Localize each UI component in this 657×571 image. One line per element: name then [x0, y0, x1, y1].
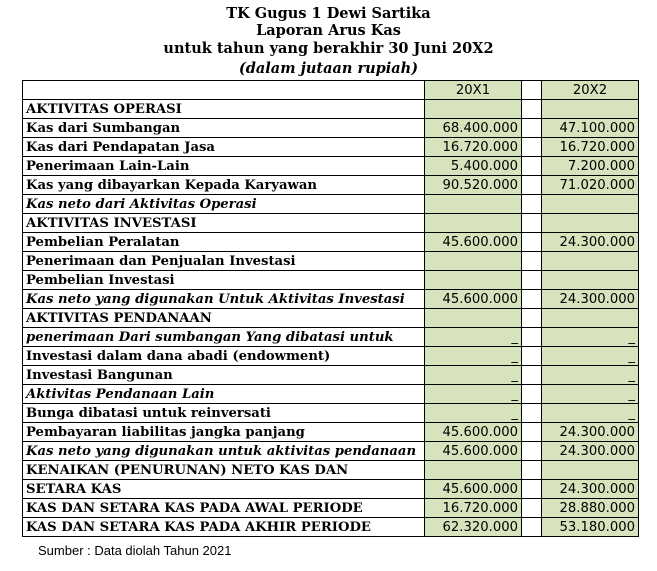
- row-label: Aktivitas Pendanaan Lain: [23, 385, 425, 404]
- value-20x1: _: [425, 328, 522, 347]
- table-row: [23, 252, 639, 271]
- value-20x2: [542, 461, 639, 480]
- row-label: Kas neto yang digunakan untuk aktivitas pendanaan: [23, 442, 425, 461]
- row-label: AKTIVITAS OPERASI: [23, 100, 425, 119]
- report-title: Laporan Arus Kas: [256, 22, 401, 39]
- row-label: Investasi Bangunan: [23, 366, 425, 385]
- value-20x2: _: [542, 404, 639, 423]
- table-header-row: [23, 81, 639, 100]
- value-20x2: 53.180.000: [542, 518, 639, 537]
- value-20x1: [425, 309, 522, 328]
- value-20x2: [542, 214, 639, 233]
- row-label: penerimaan Dari sumbangan Yang dibatasi untuk: [23, 328, 425, 347]
- value-20x1: [425, 252, 522, 271]
- value-20x1: 45.600.000: [425, 233, 522, 252]
- report-period: untuk tahun yang berakhir 30 Juni 20X2: [163, 40, 494, 57]
- value-20x1: [425, 271, 522, 290]
- row-label: Kas neto yang digunakan Untuk Aktivitas Investasi: [23, 290, 425, 309]
- row-label: Bunga dibatasi untuk reinversati: [23, 404, 425, 423]
- row-label: Penerimaan dan Penjualan Investasi: [23, 252, 425, 271]
- row-label: AKTIVITAS INVESTASI: [23, 214, 425, 233]
- value-20x1: _: [425, 366, 522, 385]
- table-row: [23, 195, 639, 214]
- header-label-cell: [23, 81, 425, 100]
- value-20x1: [425, 195, 522, 214]
- value-20x1: [425, 461, 522, 480]
- row-label: Penerimaan Lain-Lain: [23, 157, 425, 176]
- value-20x1: 45.600.000: [425, 442, 522, 461]
- value-20x1: [425, 214, 522, 233]
- row-label: SETARA KAS: [23, 480, 425, 499]
- value-20x2: [542, 252, 639, 271]
- table-row: [23, 176, 639, 195]
- section-kenaikan-neto: [23, 461, 639, 480]
- value-20x2: 24.300.000: [542, 423, 639, 442]
- value-20x2: 24.300.000: [542, 480, 639, 499]
- row-label: Pembelian Investasi: [23, 271, 425, 290]
- table-row: [23, 404, 639, 423]
- value-20x1: [425, 100, 522, 119]
- table-row: [23, 423, 639, 442]
- value-20x1: 16.720.000: [425, 499, 522, 518]
- table-row: [23, 480, 639, 499]
- value-20x2: [542, 309, 639, 328]
- table-row: [23, 366, 639, 385]
- row-label: KENAIKAN (PENURUNAN) NETO KAS DAN: [23, 461, 425, 480]
- section-investasi: [23, 214, 639, 233]
- row-label: Pembayaran liabilitas jangka panjang: [23, 423, 425, 442]
- value-20x2: _: [542, 328, 639, 347]
- value-20x1: 68.400.000: [425, 119, 522, 138]
- table-row: [23, 290, 639, 309]
- table-row: [23, 138, 639, 157]
- row-label: Kas neto dari Aktivitas Operasi: [23, 195, 425, 214]
- value-20x1: 45.600.000: [425, 480, 522, 499]
- cash-flow-table: [22, 80, 639, 537]
- value-20x2: 28.880.000: [542, 499, 639, 518]
- report-unit-note: (dalam jutaan rupiah): [238, 60, 419, 77]
- table-row: [23, 442, 639, 461]
- row-label: Investasi dalam dana abadi (endowment): [23, 347, 425, 366]
- value-20x1: 16.720.000: [425, 138, 522, 157]
- value-20x2: _: [542, 347, 639, 366]
- row-label: KAS DAN SETARA KAS PADA AKHIR PERIODE: [23, 518, 425, 537]
- source-note: Sumber : Data diolah Tahun 2021: [38, 543, 232, 558]
- value-20x2: 47.100.000: [542, 119, 639, 138]
- value-20x2: _: [542, 366, 639, 385]
- report-entity-name: TK Gugus 1 Dewi Sartika: [226, 5, 431, 22]
- section-pendanaan: [23, 309, 639, 328]
- row-label: Kas dari Pendapatan Jasa: [23, 138, 425, 157]
- value-20x2: 24.300.000: [542, 290, 639, 309]
- value-20x2: 7.200.000: [542, 157, 639, 176]
- value-20x1: 62.320.000: [425, 518, 522, 537]
- row-label: KAS DAN SETARA KAS PADA AWAL PERIODE: [23, 499, 425, 518]
- column-header-20x2: 20X2: [542, 81, 639, 100]
- value-20x2: 24.300.000: [542, 442, 639, 461]
- table-row: [23, 347, 639, 366]
- table-row: [23, 271, 639, 290]
- value-20x2: _: [542, 385, 639, 404]
- value-20x1: _: [425, 347, 522, 366]
- value-20x2: 71.020.000: [542, 176, 639, 195]
- value-20x1: 5.400.000: [425, 157, 522, 176]
- table-row: [23, 518, 639, 537]
- table-row: [23, 499, 639, 518]
- row-label: Kas dari Sumbangan: [23, 119, 425, 138]
- table-row: [23, 157, 639, 176]
- value-20x1: _: [425, 385, 522, 404]
- value-20x1: _: [425, 404, 522, 423]
- table-row: [23, 385, 639, 404]
- value-20x2: 24.300.000: [542, 233, 639, 252]
- value-20x2: [542, 195, 639, 214]
- section-operasi: [23, 100, 639, 119]
- value-20x1: 90.520.000: [425, 176, 522, 195]
- column-header-20x1: 20X1: [425, 81, 522, 100]
- table-row: [23, 119, 639, 138]
- row-label: Pembelian Peralatan: [23, 233, 425, 252]
- row-label: AKTIVITAS PENDANAAN: [23, 309, 425, 328]
- row-label: Kas yang dibayarkan Kepada Karyawan: [23, 176, 425, 195]
- value-20x2: [542, 100, 639, 119]
- value-20x1: 45.600.000: [425, 290, 522, 309]
- value-20x2: [542, 271, 639, 290]
- table-row: [23, 328, 639, 347]
- value-20x2: 16.720.000: [542, 138, 639, 157]
- value-20x1: 45.600.000: [425, 423, 522, 442]
- table-row: [23, 233, 639, 252]
